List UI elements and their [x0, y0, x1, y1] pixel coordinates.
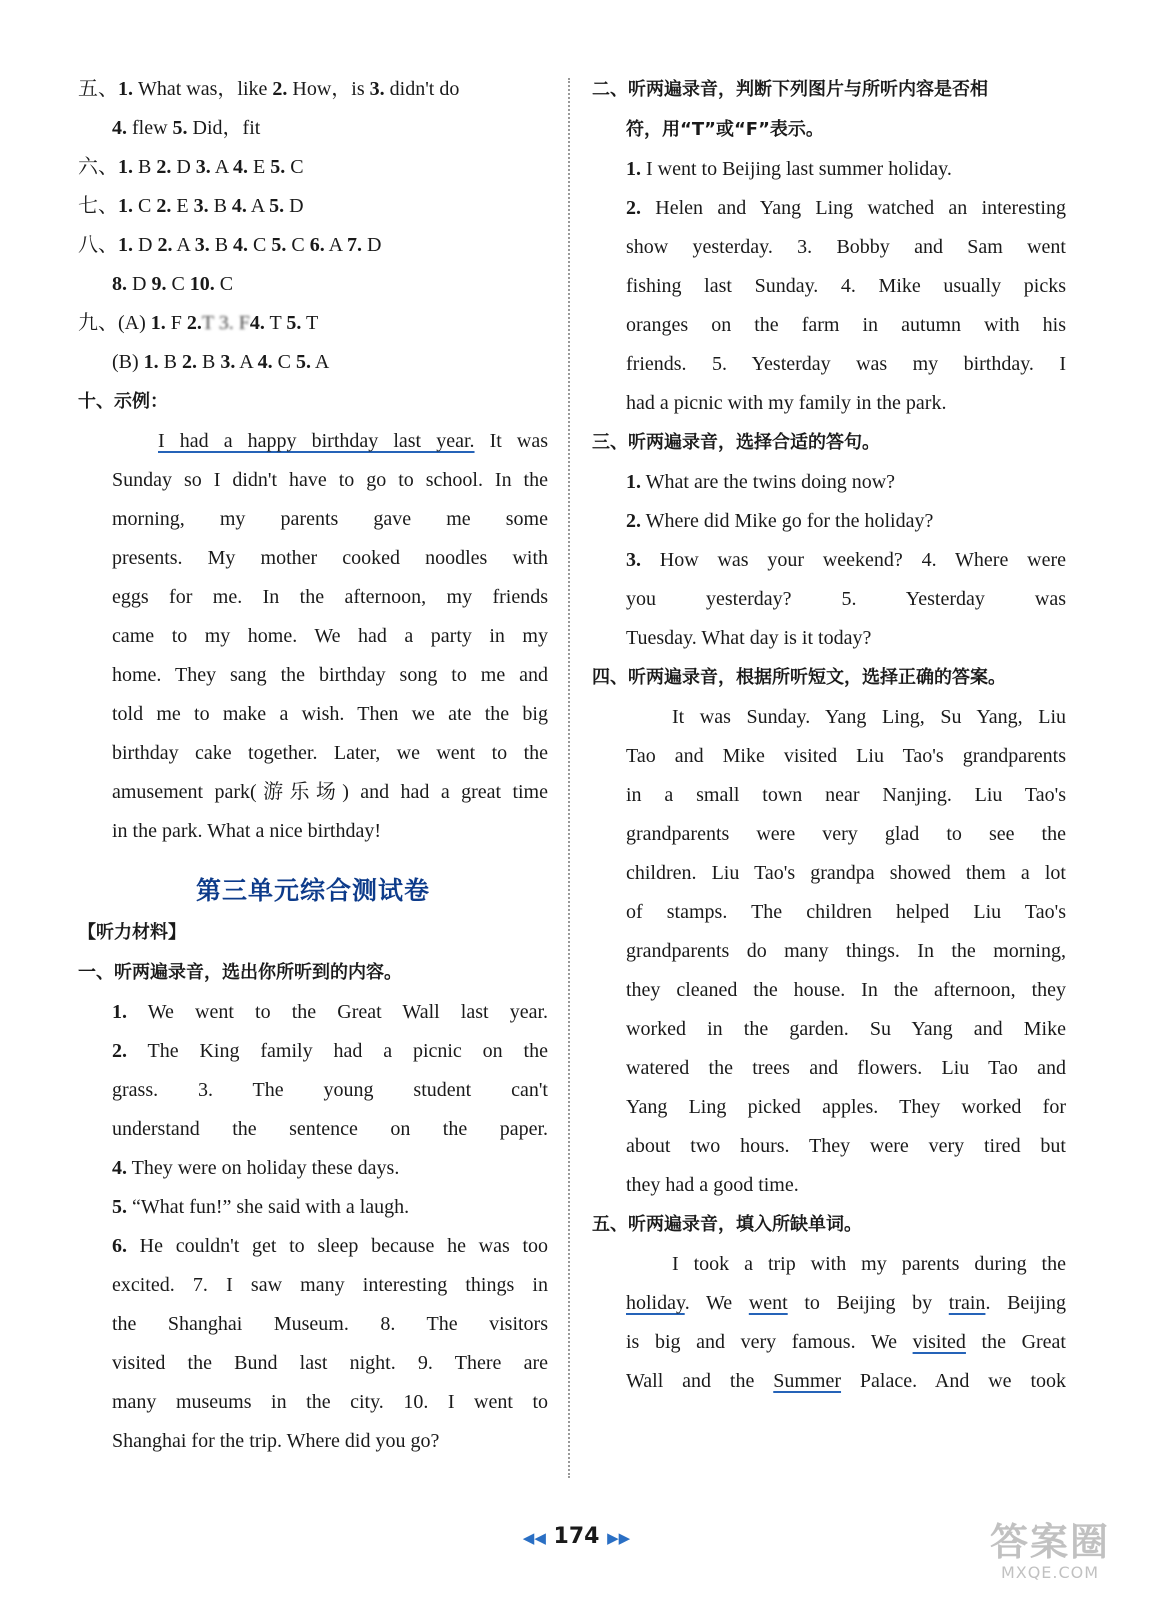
essay-line: amusement park(游乐场) and had a great time	[112, 781, 548, 803]
script-line: 4. They were on holiday these days.	[112, 1157, 400, 1179]
script-line: 3. How was your weekend? 4. Where were	[626, 549, 1066, 571]
script-line: visited the Bund last night. 9. There are	[112, 1352, 548, 1374]
answer-word: went	[748, 1292, 788, 1314]
essay-line: told me to make a wish. Then we ate the big	[112, 703, 548, 725]
passage-line: holiday. We went to Beijing by train. Beijing	[626, 1292, 1066, 1314]
passage-line: they had a good time.	[626, 1174, 799, 1196]
passage-line: watered the trees and flowers. Liu Tao and	[626, 1057, 1066, 1079]
section-heading: 三、听两遍录音，选择合适的答句。	[592, 432, 880, 453]
answer-word: holiday	[626, 1292, 685, 1314]
answer-word: Summer	[773, 1370, 842, 1392]
essay-line: in the park. What a nice birthday!	[112, 820, 381, 842]
page-number-text: 174	[553, 1524, 600, 1549]
passage-line: children. Liu Tao's grandpa showed them a lot	[626, 862, 1066, 884]
essay-line: home. They sang the birthday song to me and	[112, 664, 548, 686]
script-line: excited. 7. I saw many interesting things in	[112, 1274, 548, 1296]
column-divider	[568, 78, 570, 1478]
section-heading: 四、听两遍录音，根据所听短文，选择正确的答案。	[592, 667, 1006, 688]
passage-line: about two hours. They were very tired but	[626, 1135, 1066, 1157]
essay-line: I had a happy birthday last year. It was	[158, 430, 548, 452]
answer-line: 八、1. D 2. A 3. B 4. C 5. C 6. A 7. D	[78, 234, 382, 256]
script-line: 2. The King family had a picnic on the	[112, 1040, 548, 1062]
passage-line: of stamps. The children helped Liu Tao's	[626, 901, 1066, 923]
section-heading: 一、听两遍录音，选出你所听到的内容。	[78, 962, 402, 983]
right-column	[592, 70, 1066, 1401]
listening-part-2	[592, 150, 1066, 423]
script-line: oranges on the farm in autumn with his	[626, 314, 1066, 336]
passage-line: in a small town near Nanjing. Liu Tao's	[626, 784, 1066, 806]
passage-line: It was Sunday. Yang Ling, Su Yang, Liu	[672, 706, 1066, 728]
passage-line: is big and very famous. We visited the Great	[626, 1331, 1066, 1353]
smudged-text: T 3. F	[201, 312, 250, 334]
script-line: fishing last Sunday. 4. Mike usually picks	[626, 275, 1066, 297]
script-line: 5. “What fun!” she said with a laugh.	[112, 1196, 410, 1218]
script-line: 6. He couldn't get to sleep because he was too	[112, 1235, 548, 1257]
script-line: friends. 5. Yesterday was my birthday. I	[626, 353, 1066, 375]
listening-part-1	[78, 993, 548, 1461]
passage-line: Yang Ling picked apples. They worked for	[626, 1096, 1066, 1118]
listening-part-5	[592, 1245, 1066, 1401]
script-line: had a picnic with my family in the park.	[626, 392, 947, 414]
passage-line: grandparents were very glad to see the	[626, 823, 1066, 845]
listening-part-4	[592, 698, 1066, 1205]
script-line: the Shanghai Museum. 8. The visitors	[112, 1313, 548, 1335]
topic-sentence: I had a happy birthday last year.	[158, 430, 475, 452]
script-line: you yesterday? 5. Yesterday was	[626, 588, 1066, 610]
listening-label: 【听力材料】	[78, 922, 186, 943]
answer-line: 8. D 9. C 10. C	[112, 273, 234, 295]
answer-line: 五、1. What was，like 2. How，is 3. didn't do	[78, 78, 460, 100]
sample-essay	[78, 422, 548, 851]
script-line: show yesterday. 3. Bobby and Sam went	[626, 236, 1066, 258]
answer-line: (B) 1. B 2. B 3. A 4. C 5. A	[112, 351, 330, 373]
script-line: Tuesday. What day is it today?	[626, 627, 872, 649]
script-line: 2. Where did Mike go for the holiday?	[626, 510, 934, 532]
passage-line: Tao and Mike visited Liu Tao's grandparents	[626, 745, 1066, 767]
prev-arrows-icon: ◀◀	[522, 1529, 546, 1547]
passage-line: grandparents do many things. In the morning,	[626, 940, 1066, 962]
answer-word: visited	[912, 1331, 966, 1353]
passage-line: I took a trip with my parents during the	[672, 1253, 1066, 1275]
essay-line: came to my home. We had a party in my	[112, 625, 548, 647]
script-line: 1. I went to Beijing last summer holiday.	[626, 158, 952, 180]
listening-part-3	[592, 463, 1066, 658]
answer-line: 九、(A) 1. F 2.T 3. F4. T 5. T	[78, 304, 548, 343]
answer-line: 六、1. B 2. D 3. A 4. E 5. C	[78, 156, 304, 178]
left-column	[78, 70, 548, 1461]
unit-title: 第三单元综合测试卷	[195, 876, 430, 905]
script-line: 2. Helen and Yang Ling watched an interesting	[626, 197, 1066, 219]
script-line: 1. We went to the Great Wall last year.	[112, 1001, 548, 1023]
section-heading: 二、听两遍录音，判断下列图片与所听内容是否相	[592, 79, 988, 100]
section-heading-cont: 符，用“T”或“F”表示。	[626, 119, 824, 140]
section-heading: 五、听两遍录音，填入所缺单词。	[592, 1214, 862, 1235]
essay-line: eggs for me. In the afternoon, my friends	[112, 586, 548, 608]
passage-line: worked in the garden. Su Yang and Mike	[626, 1018, 1066, 1040]
script-line: understand the sentence on the paper.	[112, 1118, 548, 1140]
script-line: many museums in the city. 10. I went to	[112, 1391, 548, 1413]
next-arrows-icon: ▶▶	[607, 1529, 631, 1547]
essay-line: morning, my parents gave me some	[112, 508, 548, 530]
passage-line: Wall and the Summer Palace. And we took	[626, 1370, 1066, 1392]
script-line: grass. 3. The young student can't	[112, 1079, 548, 1101]
essay-line: presents. My mother cooked noodles with	[112, 547, 548, 569]
section-heading: 十、示例：	[78, 391, 168, 412]
script-line: 1. What are the twins doing now?	[626, 471, 896, 493]
script-line: Shanghai for the trip. Where did you go?	[112, 1430, 440, 1452]
answer-word: train	[948, 1292, 986, 1314]
answer-line: 七、1. C 2. E 3. B 4. A 5. D	[78, 195, 304, 217]
answer-line: 4. flew 5. Did，fit	[112, 117, 261, 139]
passage-line: they cleaned the house. In the afternoon, they	[626, 979, 1066, 1001]
essay-line: birthday cake together. Later, we went to the	[112, 742, 548, 764]
watermark-logo: 答案圈 MXQE.COM	[989, 1520, 1110, 1582]
essay-line: Sunday so I didn't have to go to school. In the	[112, 469, 548, 491]
